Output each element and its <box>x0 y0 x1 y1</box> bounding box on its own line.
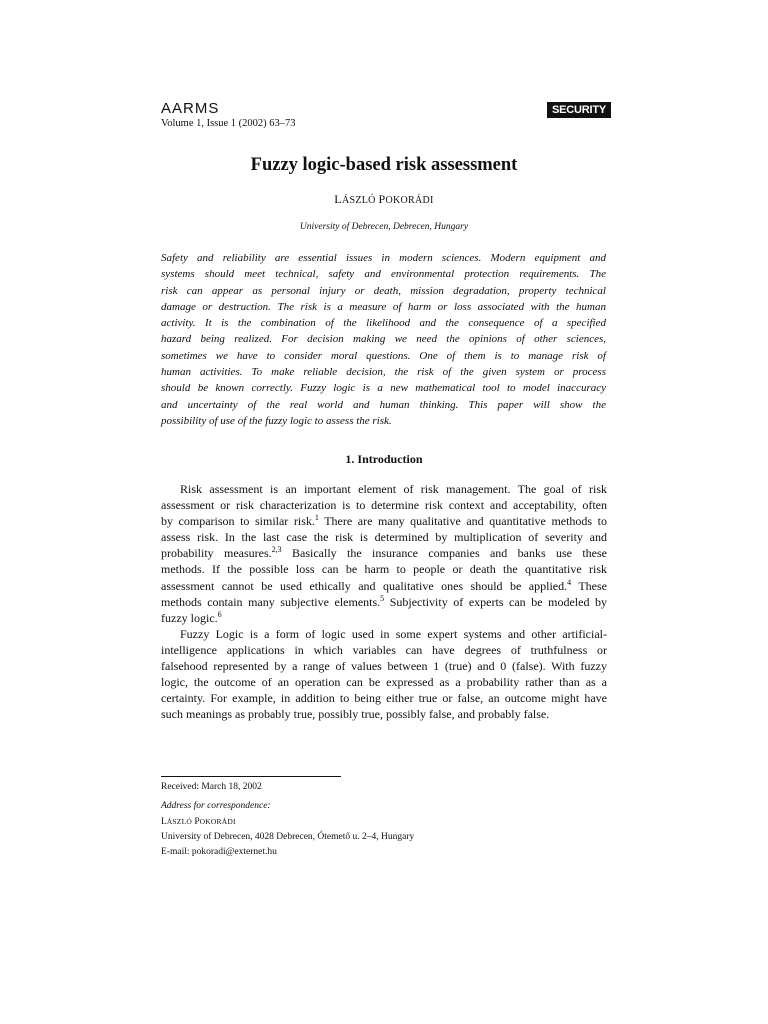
author-last-initial: P <box>378 192 386 206</box>
reference-mark: 6 <box>217 609 222 619</box>
author-first-rest: ÁSZLÓ <box>341 195 376 206</box>
abstract-line: activity. It is the combination of the likelihood and the consequence of a specified <box>161 317 606 330</box>
abstract-line: sometimes we have to consider moral questions. One of them is to manage risk of <box>161 349 606 362</box>
footnote-rule <box>161 776 341 777</box>
abstract-line: should be known correctly. Fuzzy logic is a new mathematical tool to model inaccuracy <box>161 382 606 395</box>
author-initial: L <box>334 192 342 206</box>
reference-mark: 4 <box>567 577 572 587</box>
body-text-span: by comparison to similar risk. <box>161 514 315 529</box>
body-line <box>161 545 607 561</box>
abstract-line: possibility of use of the fuzzy logic to assess the risk. <box>161 414 392 427</box>
abstract-line: Safety and reliability are essential issues in modern sciences. Modern equipment and <box>161 252 606 264</box>
body-line: logic, the outcome of an operation can be expressed as a probability rather than as a <box>161 675 607 690</box>
introduction-body <box>161 481 607 722</box>
body-text-span: Subjectivity of experts can be modeled by <box>384 594 607 609</box>
body-line <box>161 594 607 610</box>
author-last-rest: OKORÁDI <box>385 195 434 206</box>
body-line: methods. If the possible loss can be harm to people or death the quantitative risk <box>161 562 607 577</box>
abstract-line: hazard being realized. For decision making we need the opinions of other sciences, <box>161 333 606 346</box>
body-line <box>161 610 607 626</box>
section-heading: 1. Introduction <box>345 452 423 466</box>
name-rest: OKORÁDI <box>199 817 236 826</box>
journal-volume-line: Volume 1, Issue 1 (2002) 63–73 <box>161 118 296 129</box>
body-line: falsehood represented by a range of values between 1 (true) and 0 (false). With fuzzy <box>161 659 607 674</box>
correspondence-address: University of Debrecen, 4028 Debrecen, Ótemető u. 2–4, Hungary <box>161 832 415 842</box>
paper-title: Fuzzy logic-based risk assessment <box>250 155 518 175</box>
name-rest: ÁSZLÓ <box>166 817 192 826</box>
section-badge: SECURITY <box>547 102 611 118</box>
correspondence-email: E-mail: pokoradi@externet.hu <box>161 847 277 857</box>
body-line: assess risk. In the last case the risk is determined by multiplication of severity and <box>161 530 607 545</box>
body-line: Risk assessment is an important element of risk management. The goal of risk <box>180 482 607 496</box>
abstract-line: human activities. To make reliable decision, the risk of the given system or process <box>161 366 606 379</box>
correspondence-name <box>161 814 414 830</box>
body-text-span: There are many qualitative and quantitative methods to <box>318 514 607 529</box>
body-text-span: Basically the insurance companies and banks use these <box>281 546 607 561</box>
abstract <box>161 250 606 429</box>
body-text-span: probability measures. <box>161 546 272 561</box>
body-line: Fuzzy Logic is a form of logic used in some expert systems and other artificial- <box>180 626 607 641</box>
name-initial: P <box>194 817 200 827</box>
abstract-line: risk can appear as personal injury or death, mission degradation, property technical <box>161 284 606 297</box>
name-initial: L <box>161 817 167 827</box>
reference-mark: 1 <box>314 513 319 523</box>
journal-logo: AARMS <box>161 100 220 117</box>
body-line <box>161 578 607 594</box>
body-line <box>161 513 607 529</box>
received-date: Received: March 18, 2002 <box>161 782 262 792</box>
body-line: such meanings as probably true, possibly true, possibly false, and probably false. <box>161 707 550 722</box>
body-text-span: methods contain many subjective elements. <box>161 594 381 609</box>
author-affiliation: University of Debrecen, Debrecen, Hungary <box>299 222 469 232</box>
reference-mark: 5 <box>380 593 385 603</box>
body-text-span: These <box>571 578 607 593</box>
reference-mark: 2,3 <box>271 545 282 555</box>
body-text-span: assessment cannot be used ethically and qualitative ones should be applied. <box>161 578 568 593</box>
body-line: assessment or risk characterization is to determine risk context and acceptability, often <box>161 498 607 513</box>
abstract-line: and uncertainty of the real world and human thinking. This paper will show the <box>161 398 606 411</box>
body-line: intelligence applications in which variables can have degrees of truthfulness or <box>161 642 607 657</box>
body-line: certainty. For example, in addition to being either true or false, an outcome might have <box>161 691 607 706</box>
address-label: Address for correspondence: <box>161 801 271 811</box>
paper-author <box>0 192 768 207</box>
body-text-span: fuzzy logic. <box>161 610 218 625</box>
footnotes <box>161 780 414 860</box>
abstract-line: damage or destruction. The risk is a measure of harm or loss associated with the human <box>161 300 606 313</box>
abstract-line: systems should meet technical, safety and environmental protection requirements. The <box>161 268 606 281</box>
